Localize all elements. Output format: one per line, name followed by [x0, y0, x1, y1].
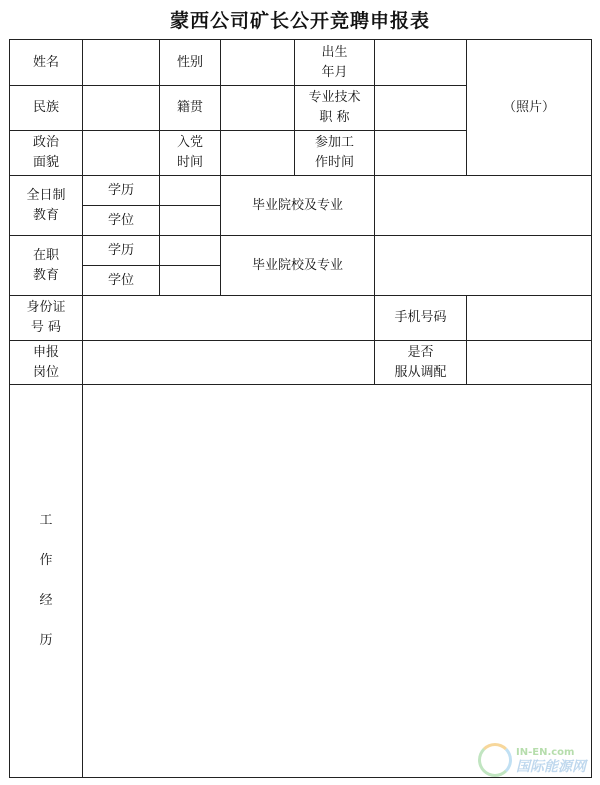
work-experience-label: 工 作 经 历: [10, 385, 83, 778]
fulltime-degree-cell[interactable]: [160, 206, 221, 236]
phone-label: 手机号码: [375, 296, 467, 341]
id-number-cell[interactable]: [83, 296, 375, 341]
onjob-school-label: 毕业院校及专业: [221, 236, 375, 296]
obey-adjust-label: 是否 服从调配: [375, 341, 467, 385]
fulltime-degree-label: 学位: [83, 206, 160, 236]
id-number-label: 身份证 号 码: [10, 296, 83, 341]
name-label: 姓名: [10, 40, 83, 86]
fulltime-school-cell[interactable]: [375, 176, 592, 236]
watermark-en: IN-EN.com: [516, 747, 575, 758]
tech-title-cell[interactable]: [375, 86, 467, 131]
native-place-cell[interactable]: [221, 86, 295, 131]
fulltime-record-cell[interactable]: [160, 176, 221, 206]
form-title: 蒙西公司矿长公开竞聘申报表: [169, 10, 430, 32]
name-cell[interactable]: [83, 40, 160, 86]
watermark-logo: [478, 743, 586, 777]
phone-cell[interactable]: [467, 296, 592, 341]
fulltime-record-label: 学历: [83, 176, 160, 206]
watermark-cn: 国际能源网: [516, 759, 586, 775]
position-cell[interactable]: [83, 341, 375, 385]
tech-title-label: 专业技术 职 称: [295, 86, 375, 131]
onjob-school-cell[interactable]: [375, 236, 592, 296]
gender-cell[interactable]: [221, 40, 295, 86]
work-experience-cell[interactable]: [83, 385, 592, 778]
party-time-label: 入党 时间: [160, 131, 221, 176]
sun-icon: [478, 743, 512, 777]
political-label: 政治 面貌: [10, 131, 83, 176]
political-cell[interactable]: [83, 131, 160, 176]
onjob-record-label: 学历: [83, 236, 160, 266]
onjob-edu-label: 在职 教育: [10, 236, 83, 296]
birth-cell[interactable]: [375, 40, 467, 86]
onjob-record-cell[interactable]: [160, 236, 221, 266]
birth-label: 出生 年月: [295, 40, 375, 86]
ethnicity-label: 民族: [10, 86, 83, 131]
party-time-cell[interactable]: [221, 131, 295, 176]
obey-adjust-cell[interactable]: [467, 341, 592, 385]
ethnicity-cell[interactable]: [83, 86, 160, 131]
onjob-degree-label: 学位: [83, 266, 160, 296]
work-start-label: 参加工 作时间: [295, 131, 375, 176]
work-start-cell[interactable]: [375, 131, 467, 176]
onjob-degree-cell[interactable]: [160, 266, 221, 296]
position-label: 申报 岗位: [10, 341, 83, 385]
gender-label: 性别: [160, 40, 221, 86]
fulltime-school-label: 毕业院校及专业: [221, 176, 375, 236]
fulltime-edu-label: 全日制 教育: [10, 176, 83, 236]
native-place-label: 籍贯: [160, 86, 221, 131]
photo-cell[interactable]: （照片）: [467, 40, 592, 176]
application-form-table: [9, 39, 592, 778]
